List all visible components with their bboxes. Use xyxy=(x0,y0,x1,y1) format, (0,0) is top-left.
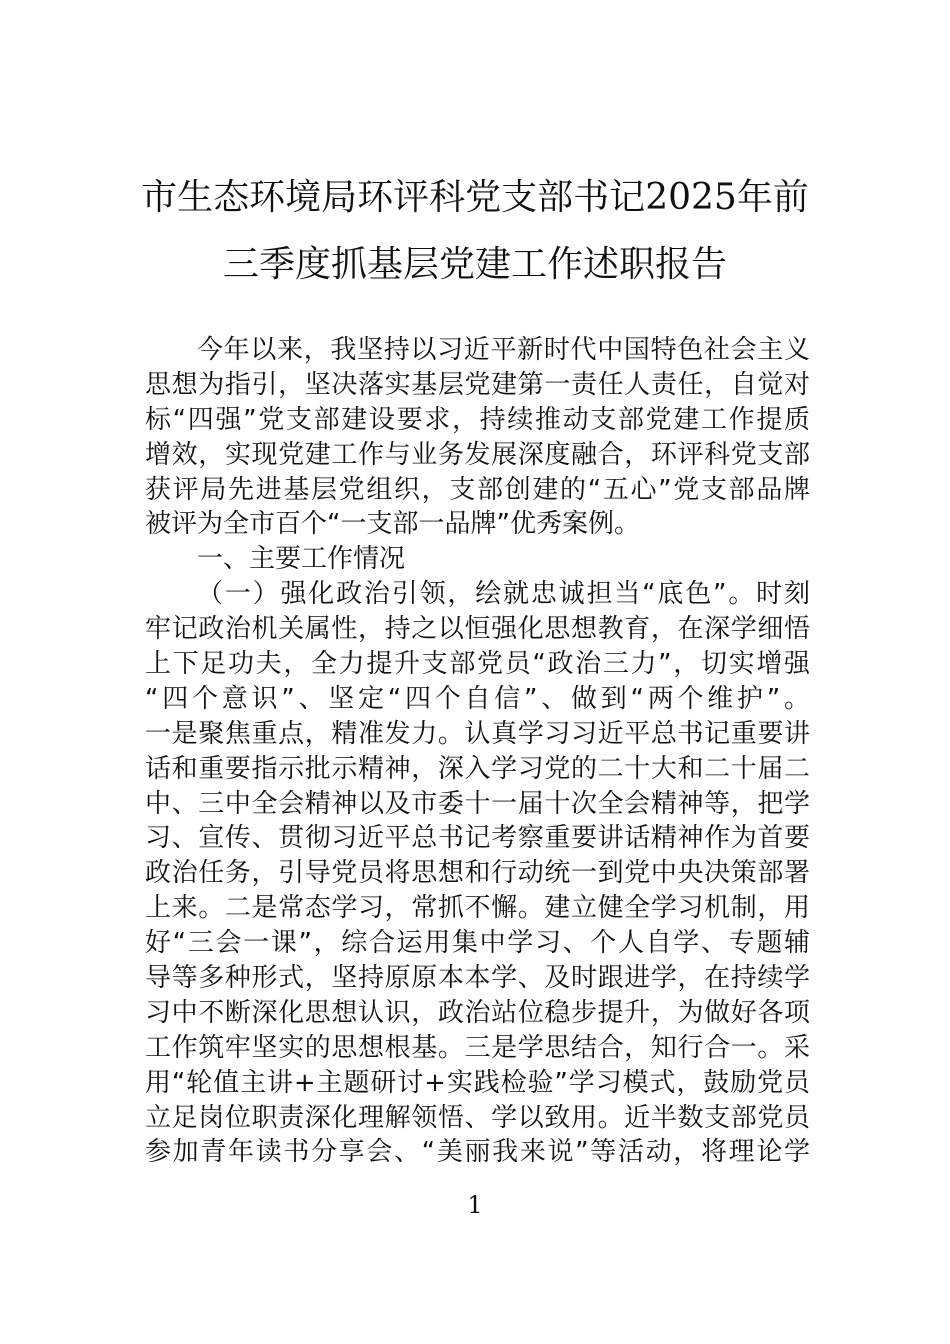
body-line: 政治任务，引导党员将思想和行动统一到党中央决策部署 xyxy=(145,858,810,889)
body-line: 增效，实现党建工作与业务发展深度融合，环评科党支部 xyxy=(145,439,810,470)
body-line: 一是聚焦重点，精准发力。认真学习习近平总书记重要讲 xyxy=(145,718,810,749)
document-title-line-1: 市生态环境局环评科党支部书记2025年前 xyxy=(141,177,809,218)
body-line: 中、三中全会精神以及市委十一届十次全会精神等，把学 xyxy=(145,788,810,819)
body-line: 工作筑牢坚实的思想根基。三是学思结合，知行合一。采 xyxy=(145,1032,810,1063)
body-line: 立足岗位职责深化理解领悟、学以致用。近半数支部党员 xyxy=(145,1102,810,1133)
body-line: 习中不断深化思想认识，政治站位稳步提升，为做好各项 xyxy=(145,997,810,1028)
page-number: 1 xyxy=(467,1191,483,1219)
body-line: 今年以来，我坚持以习近平新时代中国特色社会主义 xyxy=(197,335,810,365)
body-line: 参加青年读书分享会、“美丽我来说”等活动，将理论学 xyxy=(145,1137,810,1168)
body-line: 思想为指引，坚决落实基层党建第一责任人责任，自觉对 xyxy=(145,369,810,400)
body-line: 用“轮值主讲+主题研讨+实践检验”学习模式，鼓励党员 xyxy=(145,1067,810,1098)
body-line: 被评为全市百个“一支部一品牌”优秀案例。 xyxy=(145,509,640,540)
body-line: 话和重要指示批示精神，深入学习党的二十大和二十届二 xyxy=(145,753,810,784)
body-line: “四个意识”、坚定“四个自信”、做到“两个维护”。 xyxy=(145,683,810,714)
body-line: （一）强化政治引领，绘就忠诚担当“底色”。时刻 xyxy=(197,579,810,610)
body-line: 习、宣传、贯彻习近平总书记考察重要讲话精神作为首要 xyxy=(145,823,810,854)
body-line: 获评局先进基层党组织，支部创建的“五心”党支部品牌 xyxy=(145,474,810,505)
body-line: 标“四强”党支部建设要求，持续推动支部党建工作提质 xyxy=(145,404,810,435)
document-title-line-2: 三季度抓基层党建工作述职报告 xyxy=(222,244,727,285)
title-year: 2025 xyxy=(645,177,737,218)
body-line: 上来。二是常态学习，常抓不懈。建立健全学习机制，用 xyxy=(145,893,810,924)
body-line: 牢记政治机关属性，持之以恒强化思想教育，在深学细悟 xyxy=(145,614,810,645)
document-body xyxy=(145,333,810,1170)
body-line: 导等多种形式，坚持原原本本学、及时跟进学，在持续学 xyxy=(145,963,810,994)
body-line: 上下足功夫，全力提升支部党员“政治三力”，切实增强 xyxy=(145,649,810,680)
body-line: 一、主要工作情况 xyxy=(197,544,406,575)
body-line: 好“三会一课”，综合运用集中学习、个人自学、专题辅 xyxy=(145,928,810,959)
